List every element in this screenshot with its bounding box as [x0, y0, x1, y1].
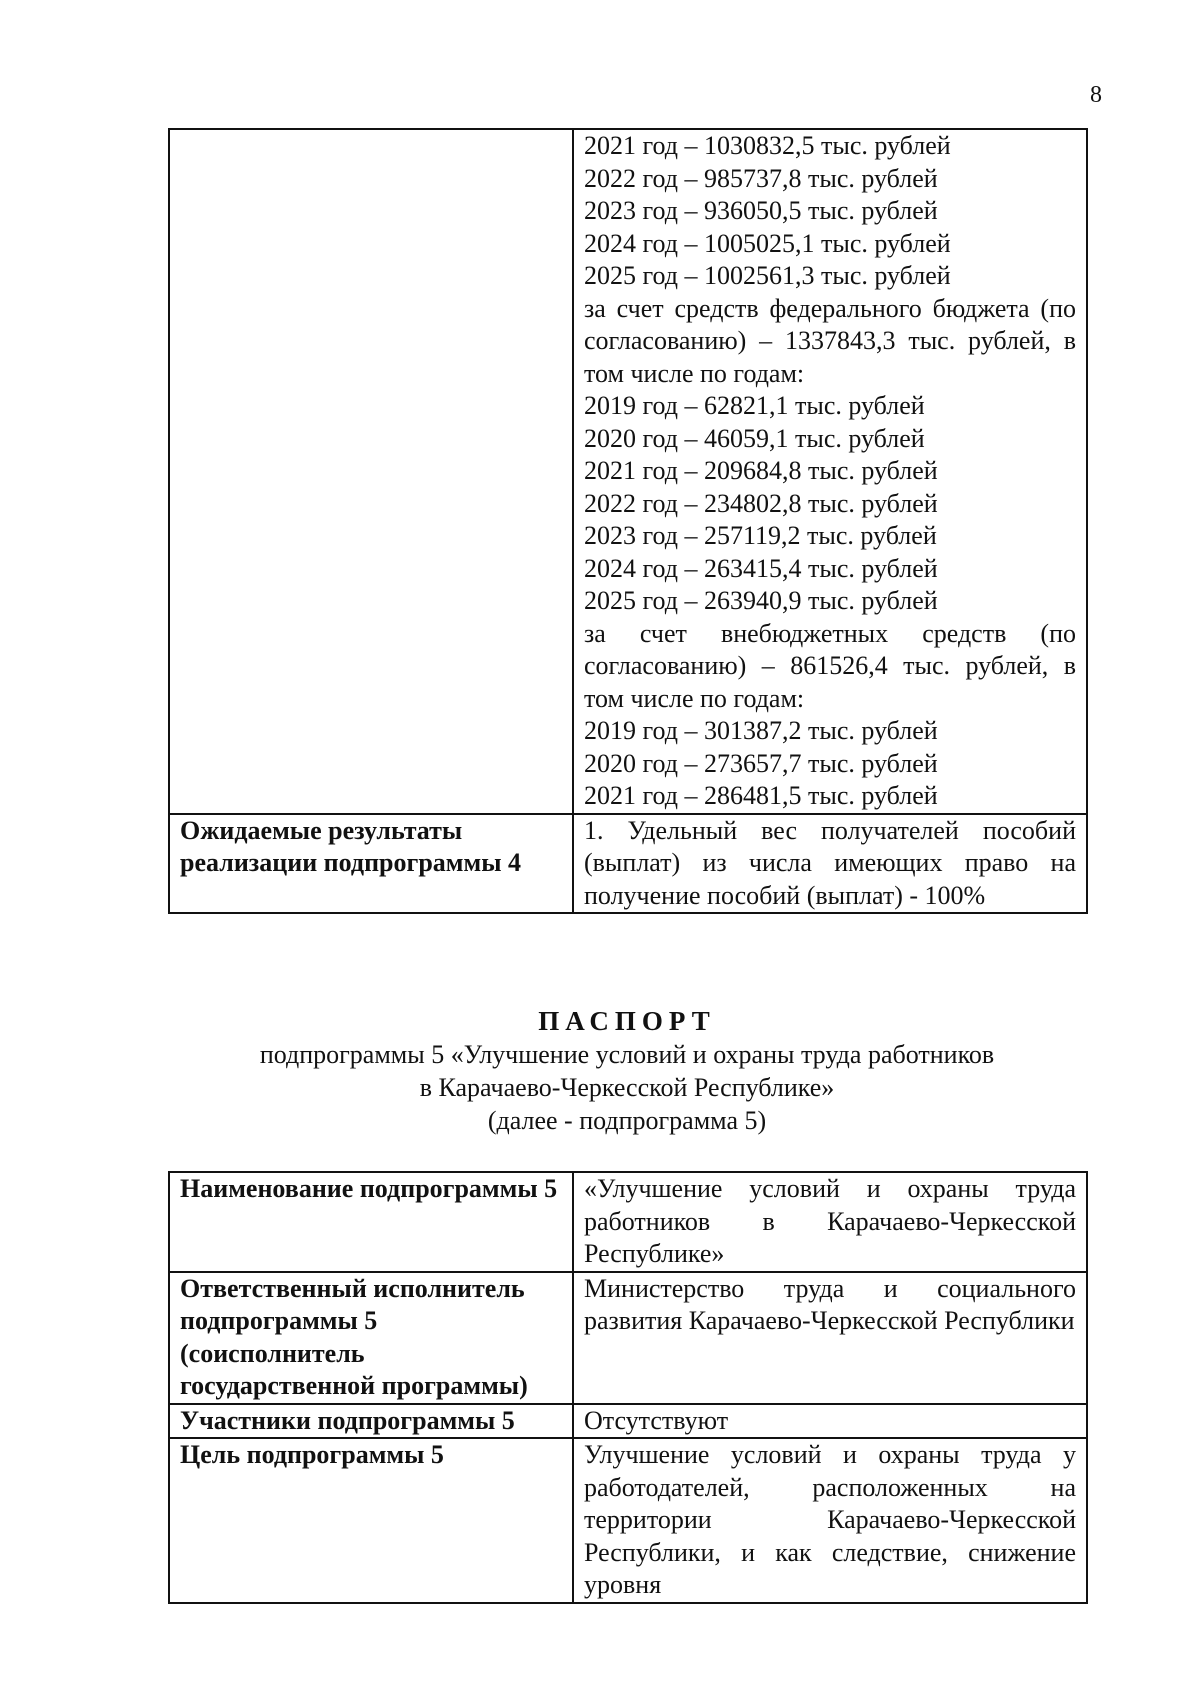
table-row — [169, 1172, 1087, 1272]
funding-line: 2023 год – 936050,5 тыс. рублей — [584, 196, 938, 225]
row-label: Наименование подпрограммы 5 — [169, 1172, 573, 1272]
funding-line: 2022 год – 985737,8 тыс. рублей — [584, 163, 938, 193]
passport-heading — [168, 1005, 1086, 1137]
table-row — [169, 814, 1087, 914]
funding-line: 2021 год – 209684,8 тыс. рублей — [584, 456, 938, 485]
row-value: Улучшение условий и охраны труда у работодателей, расположенных на территории Карачаево-Черкесской Республики, и как следствие, снижение уровня — [573, 1438, 1087, 1603]
extrabudgetary-line: за счет внебюджетных средств (по согласованию) – 861526,4 тыс. рублей, в том числе по годам: — [584, 618, 1076, 713]
funding-by-year-cell — [573, 129, 1087, 814]
heading-subtitle-line-2: в Карачаево-Черкесской Республике» — [419, 1073, 835, 1102]
funding-line: 2024 год – 263415,4 тыс. рублей — [584, 553, 938, 583]
expected-results-value: 1. Удельный вес получателей пособий (выплат) из числа имеющих право на получение пособий (выплат) - 100% — [573, 814, 1087, 914]
subprogram-5-passport-table — [168, 1171, 1088, 1604]
row-value: «Улучшение условий и охраны труда работников в Карачаево-Черкесской Республике» — [573, 1172, 1087, 1272]
funding-line: 2022 год – 234802,8 тыс. рублей — [584, 488, 938, 518]
funding-line: 2020 год – 273657,7 тыс. рублей — [584, 748, 938, 778]
table-row — [169, 1404, 1087, 1439]
table-row — [169, 1438, 1087, 1603]
row-label — [169, 129, 573, 814]
funding-line: 2021 год – 1030832,5 тыс. рублей — [584, 131, 951, 160]
federal-budget-line: за счет средств федерального бюджета (по согласованию) – 1337843,3 тыс. рублей, в том числе по годам: — [584, 293, 1076, 388]
row-label: Ответственный исполнитель подпрограммы 5 (соисполнитель государственной программы) — [169, 1272, 573, 1404]
funding-line: 2025 год – 263940,9 тыс. рублей — [584, 586, 938, 615]
table-row — [169, 1272, 1087, 1404]
expected-results-label: Ожидаемые результаты реализации подпрограммы 4 — [169, 814, 573, 914]
row-label: Цель подпрограммы 5 — [169, 1438, 573, 1603]
funding-line: 2024 год – 1005025,1 тыс. рублей — [584, 228, 951, 258]
funding-line: 2019 год – 62821,1 тыс. рублей — [584, 391, 925, 420]
row-value: Министерство труда и социального развития Карачаево-Черкесской Республики — [573, 1272, 1087, 1404]
row-label: Участники подпрограммы 5 — [169, 1404, 573, 1439]
funding-line: 2023 год – 257119,2 тыс. рублей — [584, 521, 937, 550]
heading-subtitle-line-1: подпрограммы 5 «Улучшение условий и охраны труда работников — [259, 1040, 995, 1069]
funding-line: 2019 год – 301387,2 тыс. рублей — [584, 716, 938, 745]
row-value: Отсутствуют — [573, 1404, 1087, 1439]
funding-line: 2025 год – 1002561,3 тыс. рублей — [584, 261, 951, 290]
heading-title: ПАСПОРТ — [538, 1006, 716, 1036]
funding-line: 2021 год – 286481,5 тыс. рублей — [584, 781, 938, 810]
page-number: 8 — [1090, 82, 1102, 108]
budget-continuation-table — [168, 128, 1088, 914]
heading-subtitle-line-3: (далее - подпрограмма 5) — [487, 1106, 767, 1135]
funding-line: 2020 год – 46059,1 тыс. рублей — [584, 423, 925, 453]
table-row — [169, 129, 1087, 814]
